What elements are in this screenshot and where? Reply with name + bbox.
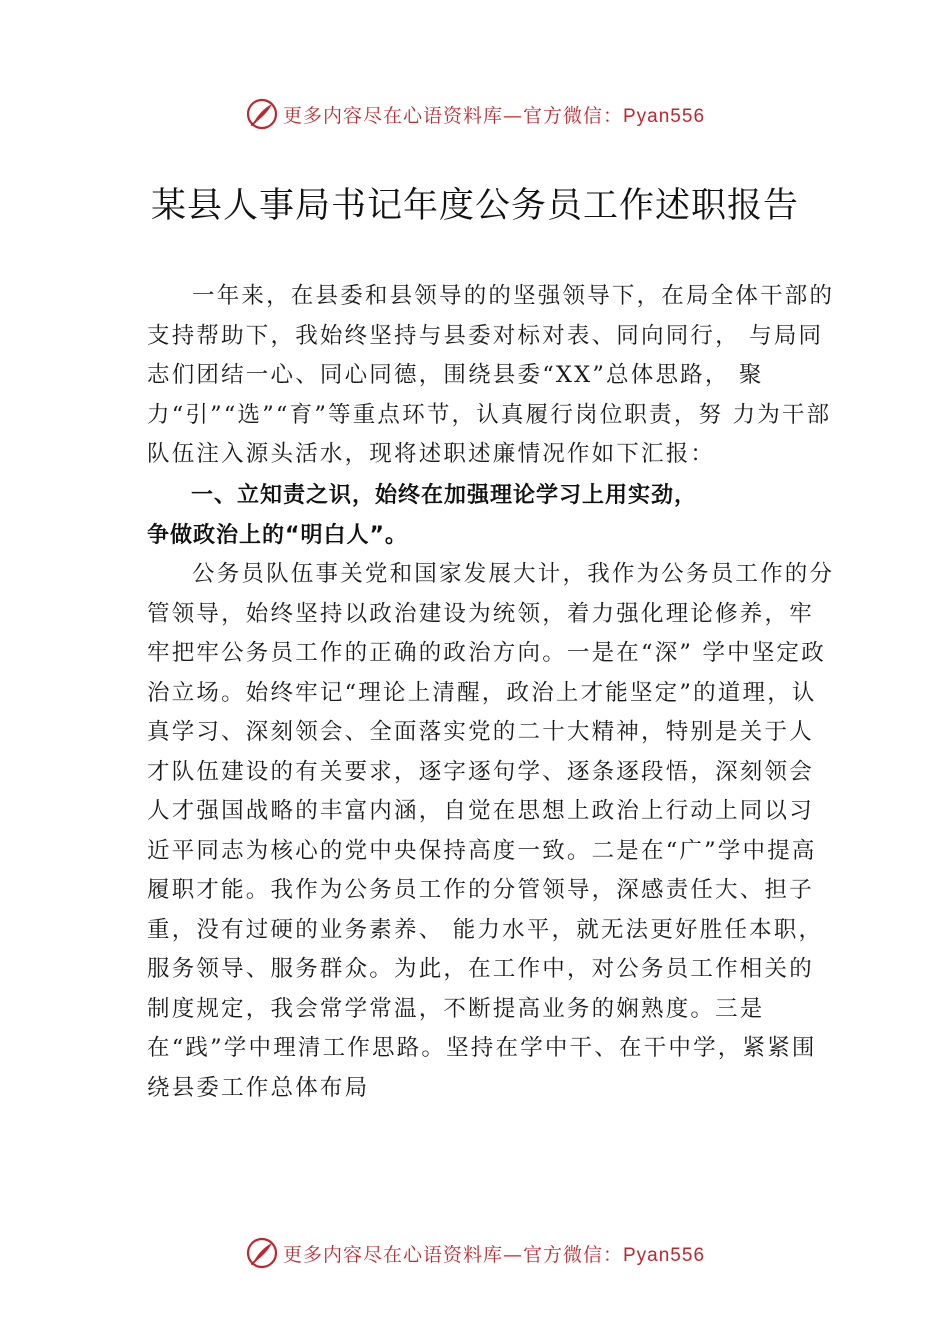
paragraph-intro-text: 一年来，在县委和县领导的的坚强领导下，在局全体干部的支持帮助下，我始终坚持与县委对标对表、同向同行， 与局同志们团结一心、同心同德，围绕县委“XX”总体思路， 聚力“引”“选”“育”等重点环节，认真履行岗位职责，努 力为干部队伍注入源头活水，现将述职述廉情况作如下汇报： [147, 283, 835, 467]
footer-banner-main-text: 更多内容尽在心语资料库 [282, 1243, 503, 1266]
feather-pen-logo-icon [245, 97, 279, 131]
footer-banner [0, 1231, 950, 1275]
footer-banner-wechat-id: Pyan556 [623, 1244, 706, 1266]
feather-pen-logo-icon [245, 1236, 279, 1270]
section-heading-1 [147, 476, 837, 556]
banner-wechat-label: 官方微信： [522, 104, 623, 127]
section-heading-1-line1: 一、立知责之识，始终在加强理论学习上用实劲， [191, 483, 698, 508]
header-banner [0, 92, 950, 136]
banner-dash: — [502, 104, 523, 127]
section-heading-1-line2: 争做政治上的“明白人”。 [147, 523, 408, 548]
banner-main-text: 更多内容尽在心语资料库 [282, 104, 503, 127]
paragraph-intro [147, 277, 837, 475]
banner-wechat-id: Pyan556 [623, 105, 706, 127]
footer-banner-wechat-label: 官方微信： [522, 1243, 623, 1266]
footer-banner-dash: — [502, 1243, 523, 1266]
paragraph-section-1-text: 公务员队伍事关党和国家发展大计，我作为公务员工作的分管领导，始终坚持以政治建设为统领，着力强化理论修养，牢牢把牢公务员工作的正确的政治方向。一是在“深” 学中坚定政治立场。始终牢记“理论上清醒，政治上才能坚定”的道理，认真学习、深刻领会、全面落实党的二十大精神，特别是关于人才队伍建设的有关要求，逐字逐句学、逐条逐段悟，深刻领会人才强国战略的丰富内涵，自觉在思想上政治上行动上同以习近平同志为核心的党中央保持高度一致。二是在“广”学中提高履职才能。我作为公务员工作的分管领导，深感责任大、担子重，没有过硬的业务素养、 能力水平，就无法更好胜任本职，服务领导、服务群众。为此，在工作中，对公务员工作相关的制度规定，我会常学常温，不断提高业务的娴熟度。三是在“践”学中理清工作思路。坚持在学中干、在干中学，紧紧围绕县委工作总体布局 [147, 561, 835, 1101]
paragraph-section-1 [147, 555, 837, 1108]
footer-banner-text [283, 1240, 705, 1267]
banner-text [283, 101, 705, 128]
page-title: 某县人事局书记年度公务员工作述职报告 [150, 186, 799, 226]
